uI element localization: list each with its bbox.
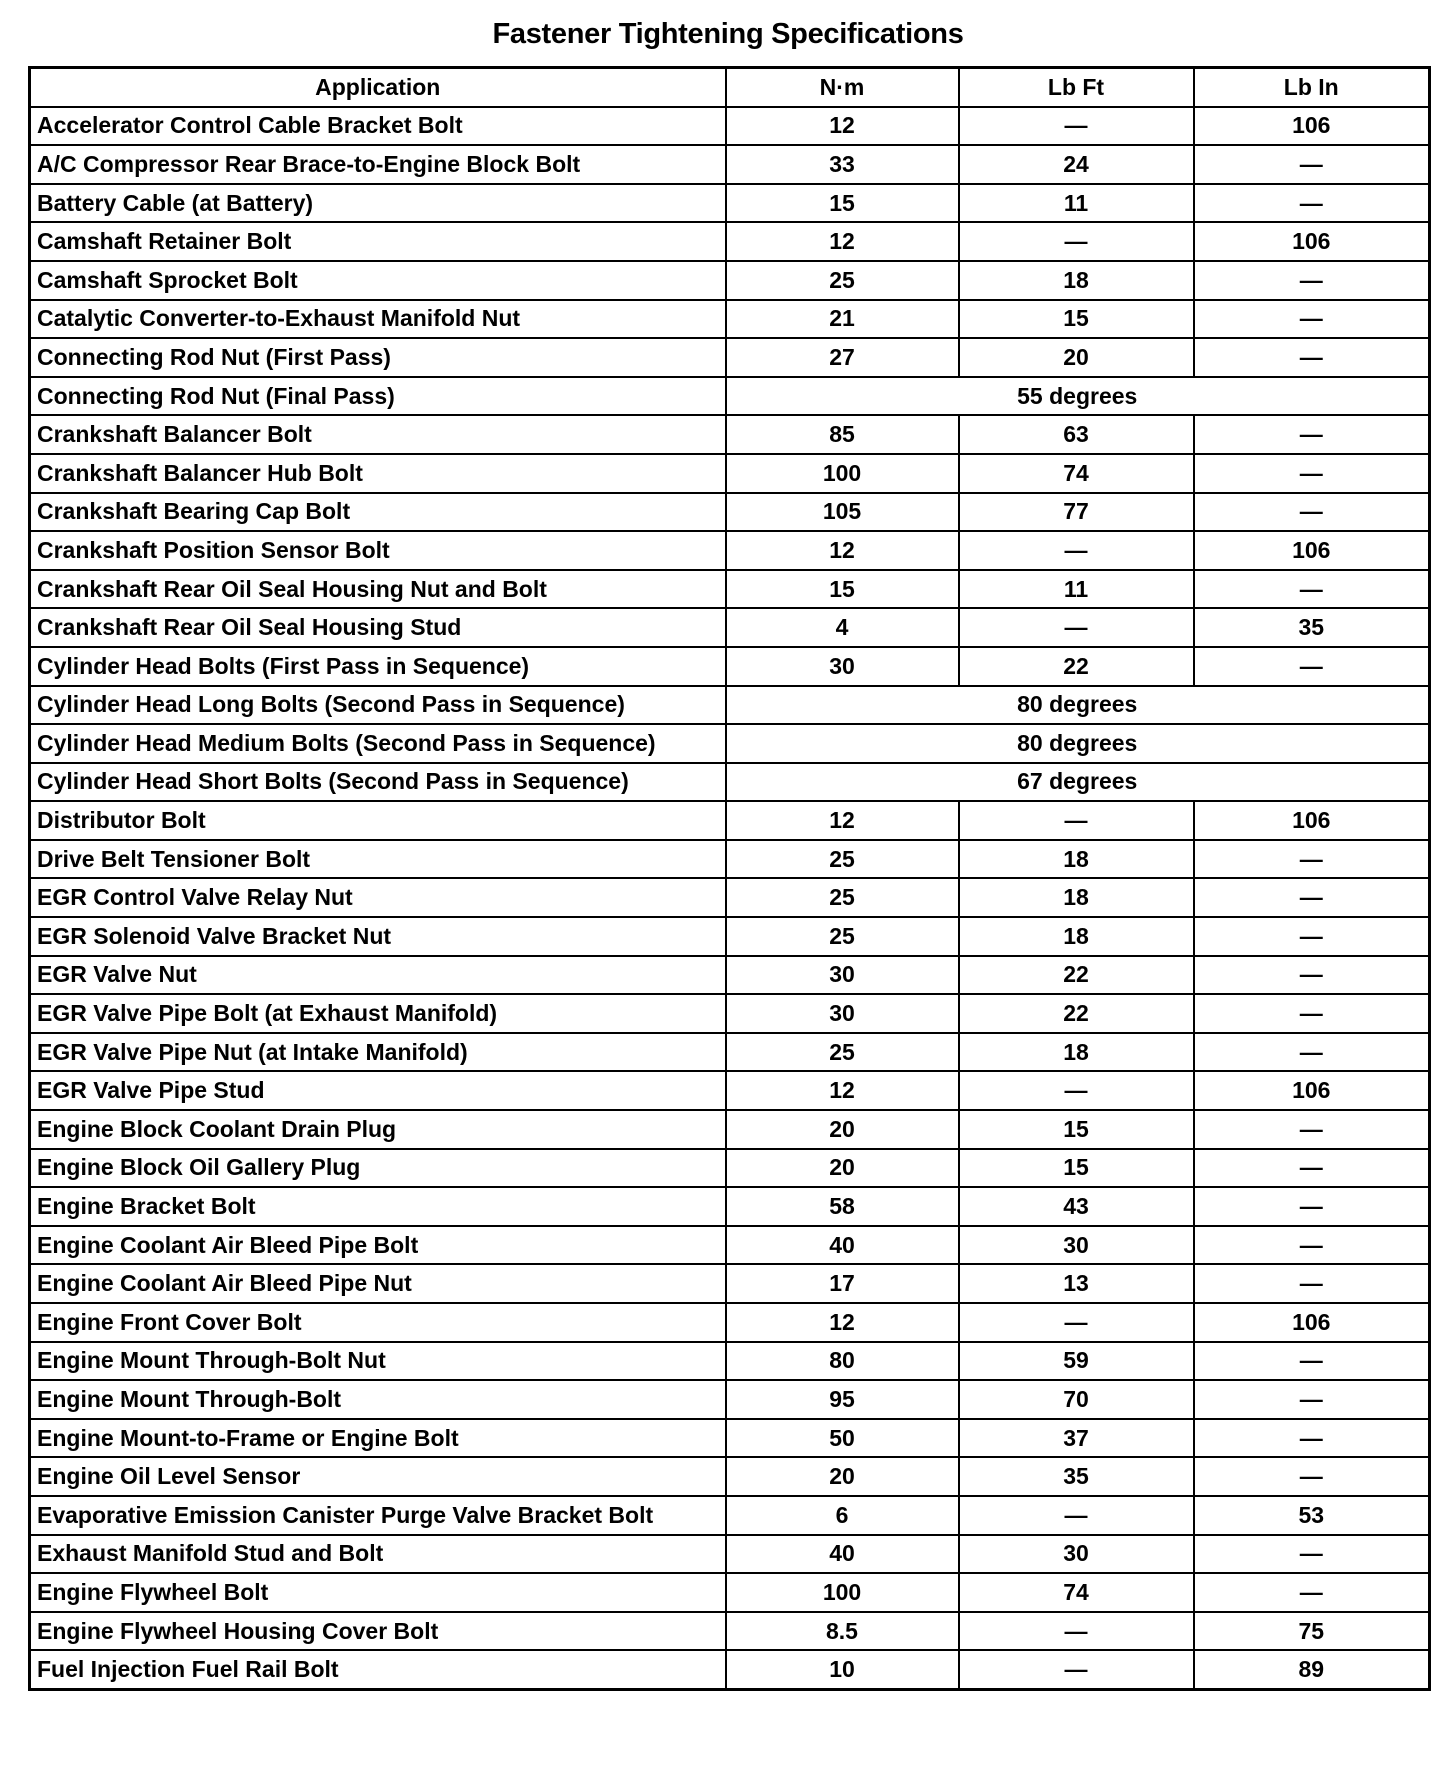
lbft-cell: 18: [959, 917, 1194, 956]
table-row: [30, 300, 1430, 339]
nm-cell: 20: [726, 1110, 959, 1149]
nm-cell: 30: [726, 994, 959, 1033]
application-cell: Engine Mount-to-Frame or Engine Bolt: [30, 1419, 726, 1458]
nm-cell: 40: [726, 1226, 959, 1265]
nm-cell: 12: [726, 1071, 959, 1110]
application-cell: EGR Solenoid Valve Bracket Nut: [30, 917, 726, 956]
lbft-cell: 11: [959, 184, 1194, 223]
application-cell: Engine Coolant Air Bleed Pipe Nut: [30, 1264, 726, 1303]
lbft-cell: 15: [959, 300, 1194, 339]
lbin-cell: —: [1194, 1573, 1430, 1612]
lbin-cell: —: [1194, 1226, 1430, 1265]
application-cell: Crankshaft Bearing Cap Bolt: [30, 493, 726, 532]
nm-cell: 20: [726, 1149, 959, 1188]
nm-cell: 25: [726, 840, 959, 879]
lbin-cell: —: [1194, 1033, 1430, 1072]
table-row: [30, 608, 1430, 647]
table-row: [30, 1650, 1430, 1689]
application-cell: Battery Cable (at Battery): [30, 184, 726, 223]
application-cell: Evaporative Emission Canister Purge Valve Bracket Bolt: [30, 1496, 726, 1535]
application-cell: Connecting Rod Nut (First Pass): [30, 338, 726, 377]
application-cell: Engine Flywheel Housing Cover Bolt: [30, 1612, 726, 1651]
lbft-cell: 11: [959, 570, 1194, 609]
table-row: [30, 1264, 1430, 1303]
nm-cell: 8.5: [726, 1612, 959, 1651]
lbin-cell: —: [1194, 1419, 1430, 1458]
nm-cell: 15: [726, 184, 959, 223]
lbin-cell: —: [1194, 1264, 1430, 1303]
nm-cell: 12: [726, 531, 959, 570]
lbft-cell: 35: [959, 1457, 1194, 1496]
application-cell: Exhaust Manifold Stud and Bolt: [30, 1535, 726, 1574]
table-row: [30, 377, 1430, 416]
lbft-cell: 30: [959, 1226, 1194, 1265]
table-row: [30, 222, 1430, 261]
lbft-cell: 74: [959, 1573, 1194, 1612]
nm-cell: 17: [726, 1264, 959, 1303]
lbin-cell: —: [1194, 184, 1430, 223]
table-row: [30, 1110, 1430, 1149]
lbin-cell: —: [1194, 994, 1430, 1033]
lbft-cell: 70: [959, 1380, 1194, 1419]
lbft-cell: —: [959, 801, 1194, 840]
lbin-cell: —: [1194, 1535, 1430, 1574]
lbin-cell: 106: [1194, 1303, 1430, 1342]
angle-spec-cell: 55 degrees: [726, 377, 1430, 416]
table-row: [30, 1535, 1430, 1574]
column-header-lbin: Lb In: [1194, 68, 1430, 107]
lbft-cell: 18: [959, 261, 1194, 300]
column-header-application: Application: [30, 68, 726, 107]
application-cell: Crankshaft Balancer Bolt: [30, 415, 726, 454]
lbft-cell: —: [959, 107, 1194, 146]
table-row: [30, 1187, 1430, 1226]
lbft-cell: 18: [959, 878, 1194, 917]
lbin-cell: 106: [1194, 531, 1430, 570]
table-row: [30, 1573, 1430, 1612]
lbin-cell: 106: [1194, 222, 1430, 261]
lbft-cell: 18: [959, 1033, 1194, 1072]
lbin-cell: —: [1194, 1149, 1430, 1188]
page-title: Fastener Tightening Specifications: [492, 18, 964, 50]
nm-cell: 58: [726, 1187, 959, 1226]
lbin-cell: 75: [1194, 1612, 1430, 1651]
application-cell: A/C Compressor Rear Brace-to-Engine Block Bolt: [30, 145, 726, 184]
lbin-cell: —: [1194, 1457, 1430, 1496]
lbin-cell: —: [1194, 570, 1430, 609]
lbin-cell: —: [1194, 1380, 1430, 1419]
nm-cell: 12: [726, 1303, 959, 1342]
nm-cell: 30: [726, 647, 959, 686]
table-body: [30, 107, 1430, 1690]
lbin-cell: —: [1194, 647, 1430, 686]
application-cell: Engine Front Cover Bolt: [30, 1303, 726, 1342]
lbft-cell: —: [959, 1303, 1194, 1342]
table-row: [30, 1226, 1430, 1265]
table-row: [30, 570, 1430, 609]
column-header-lbft: Lb Ft: [959, 68, 1194, 107]
lbin-cell: —: [1194, 878, 1430, 917]
table-row: [30, 1033, 1430, 1072]
application-cell: Crankshaft Rear Oil Seal Housing Stud: [30, 608, 726, 647]
lbin-cell: 106: [1194, 801, 1430, 840]
table-row: [30, 801, 1430, 840]
nm-cell: 21: [726, 300, 959, 339]
table-row: [30, 1612, 1430, 1651]
application-cell: Camshaft Sprocket Bolt: [30, 261, 726, 300]
application-cell: Engine Coolant Air Bleed Pipe Bolt: [30, 1226, 726, 1265]
application-cell: Engine Block Coolant Drain Plug: [30, 1110, 726, 1149]
nm-cell: 30: [726, 956, 959, 995]
lbin-cell: —: [1194, 1110, 1430, 1149]
table-row: [30, 956, 1430, 995]
lbin-cell: —: [1194, 1342, 1430, 1381]
table-row: [30, 1496, 1430, 1535]
lbft-cell: —: [959, 1071, 1194, 1110]
table-row: [30, 107, 1430, 146]
lbin-cell: —: [1194, 415, 1430, 454]
application-cell: EGR Valve Pipe Nut (at Intake Manifold): [30, 1033, 726, 1072]
lbft-cell: 59: [959, 1342, 1194, 1381]
application-cell: EGR Valve Nut: [30, 956, 726, 995]
table-row: [30, 1419, 1430, 1458]
nm-cell: 50: [726, 1419, 959, 1458]
nm-cell: 10: [726, 1650, 959, 1689]
application-cell: Engine Flywheel Bolt: [30, 1573, 726, 1612]
lbft-cell: 63: [959, 415, 1194, 454]
lbft-cell: 74: [959, 454, 1194, 493]
lbin-cell: —: [1194, 145, 1430, 184]
nm-cell: 25: [726, 1033, 959, 1072]
lbft-cell: 24: [959, 145, 1194, 184]
nm-cell: 6: [726, 1496, 959, 1535]
lbin-cell: —: [1194, 956, 1430, 995]
table-row: [30, 1342, 1430, 1381]
lbin-cell: 53: [1194, 1496, 1430, 1535]
table-row: [30, 878, 1430, 917]
lbin-cell: —: [1194, 300, 1430, 339]
application-cell: Cylinder Head Medium Bolts (Second Pass in Sequence): [30, 724, 726, 763]
nm-cell: 95: [726, 1380, 959, 1419]
table-row: [30, 184, 1430, 223]
lbft-cell: —: [959, 1612, 1194, 1651]
lbft-cell: 22: [959, 994, 1194, 1033]
application-cell: Distributor Bolt: [30, 801, 726, 840]
nm-cell: 25: [726, 261, 959, 300]
nm-cell: 80: [726, 1342, 959, 1381]
lbft-cell: 15: [959, 1149, 1194, 1188]
nm-cell: 20: [726, 1457, 959, 1496]
nm-cell: 12: [726, 222, 959, 261]
lbin-cell: —: [1194, 261, 1430, 300]
lbin-cell: 106: [1194, 1071, 1430, 1110]
table-row: [30, 338, 1430, 377]
nm-cell: 105: [726, 493, 959, 532]
table-row: [30, 1457, 1430, 1496]
lbft-cell: —: [959, 222, 1194, 261]
application-cell: Engine Bracket Bolt: [30, 1187, 726, 1226]
lbin-cell: 106: [1194, 107, 1430, 146]
lbin-cell: —: [1194, 454, 1430, 493]
application-cell: Fuel Injection Fuel Rail Bolt: [30, 1650, 726, 1689]
nm-cell: 15: [726, 570, 959, 609]
angle-spec-cell: 80 degrees: [726, 686, 1430, 725]
table-row: [30, 493, 1430, 532]
lbin-cell: —: [1194, 1187, 1430, 1226]
application-cell: Catalytic Converter-to-Exhaust Manifold Nut: [30, 300, 726, 339]
lbft-cell: 22: [959, 647, 1194, 686]
application-cell: Engine Block Oil Gallery Plug: [30, 1149, 726, 1188]
lbft-cell: 37: [959, 1419, 1194, 1458]
table-row: [30, 647, 1430, 686]
table-row: [30, 1071, 1430, 1110]
application-cell: Cylinder Head Short Bolts (Second Pass in Sequence): [30, 763, 726, 802]
application-cell: Engine Oil Level Sensor: [30, 1457, 726, 1496]
lbft-cell: 13: [959, 1264, 1194, 1303]
table-row: [30, 145, 1430, 184]
lbft-cell: —: [959, 1650, 1194, 1689]
lbft-cell: 20: [959, 338, 1194, 377]
table-row: [30, 724, 1430, 763]
lbft-cell: 18: [959, 840, 1194, 879]
lbin-cell: —: [1194, 917, 1430, 956]
lbin-cell: 89: [1194, 1650, 1430, 1689]
lbft-cell: —: [959, 608, 1194, 647]
lbft-cell: —: [959, 531, 1194, 570]
nm-cell: 25: [726, 917, 959, 956]
application-cell: Crankshaft Balancer Hub Bolt: [30, 454, 726, 493]
lbin-cell: —: [1194, 493, 1430, 532]
application-cell: Accelerator Control Cable Bracket Bolt: [30, 107, 726, 146]
table-row: [30, 531, 1430, 570]
nm-cell: 40: [726, 1535, 959, 1574]
application-cell: EGR Control Valve Relay Nut: [30, 878, 726, 917]
table-row: [30, 1149, 1430, 1188]
nm-cell: 85: [726, 415, 959, 454]
nm-cell: 25: [726, 878, 959, 917]
application-cell: Cylinder Head Bolts (First Pass in Sequence): [30, 647, 726, 686]
table-row: [30, 840, 1430, 879]
nm-cell: 4: [726, 608, 959, 647]
application-cell: EGR Valve Pipe Bolt (at Exhaust Manifold): [30, 994, 726, 1033]
lbft-cell: 22: [959, 956, 1194, 995]
nm-cell: 27: [726, 338, 959, 377]
table-row: [30, 1380, 1430, 1419]
table-header-row: [30, 68, 1430, 107]
application-cell: Engine Mount Through-Bolt Nut: [30, 1342, 726, 1381]
application-cell: Camshaft Retainer Bolt: [30, 222, 726, 261]
application-cell: Drive Belt Tensioner Bolt: [30, 840, 726, 879]
angle-spec-cell: 80 degrees: [726, 724, 1430, 763]
lbin-cell: 35: [1194, 608, 1430, 647]
table-row: [30, 686, 1430, 725]
application-cell: EGR Valve Pipe Stud: [30, 1071, 726, 1110]
lbft-cell: —: [959, 1496, 1194, 1535]
lbft-cell: 43: [959, 1187, 1194, 1226]
nm-cell: 12: [726, 801, 959, 840]
table-row: [30, 261, 1430, 300]
nm-cell: 100: [726, 1573, 959, 1612]
application-cell: Crankshaft Position Sensor Bolt: [30, 531, 726, 570]
lbin-cell: —: [1194, 338, 1430, 377]
lbin-cell: —: [1194, 840, 1430, 879]
lbft-cell: 15: [959, 1110, 1194, 1149]
lbft-cell: 30: [959, 1535, 1194, 1574]
application-cell: Crankshaft Rear Oil Seal Housing Nut and Bolt: [30, 570, 726, 609]
table-row: [30, 994, 1430, 1033]
nm-cell: 33: [726, 145, 959, 184]
table-row: [30, 917, 1430, 956]
nm-cell: 100: [726, 454, 959, 493]
application-cell: Cylinder Head Long Bolts (Second Pass in Sequence): [30, 686, 726, 725]
column-header-nm: N·m: [726, 68, 959, 107]
nm-cell: 12: [726, 107, 959, 146]
table-row: [30, 763, 1430, 802]
application-cell: Engine Mount Through-Bolt: [30, 1380, 726, 1419]
angle-spec-cell: 67 degrees: [726, 763, 1430, 802]
table-row: [30, 1303, 1430, 1342]
fastener-spec-table: [28, 66, 1431, 1691]
application-cell: Connecting Rod Nut (Final Pass): [30, 377, 726, 416]
table-row: [30, 415, 1430, 454]
lbft-cell: 77: [959, 493, 1194, 532]
table-row: [30, 454, 1430, 493]
